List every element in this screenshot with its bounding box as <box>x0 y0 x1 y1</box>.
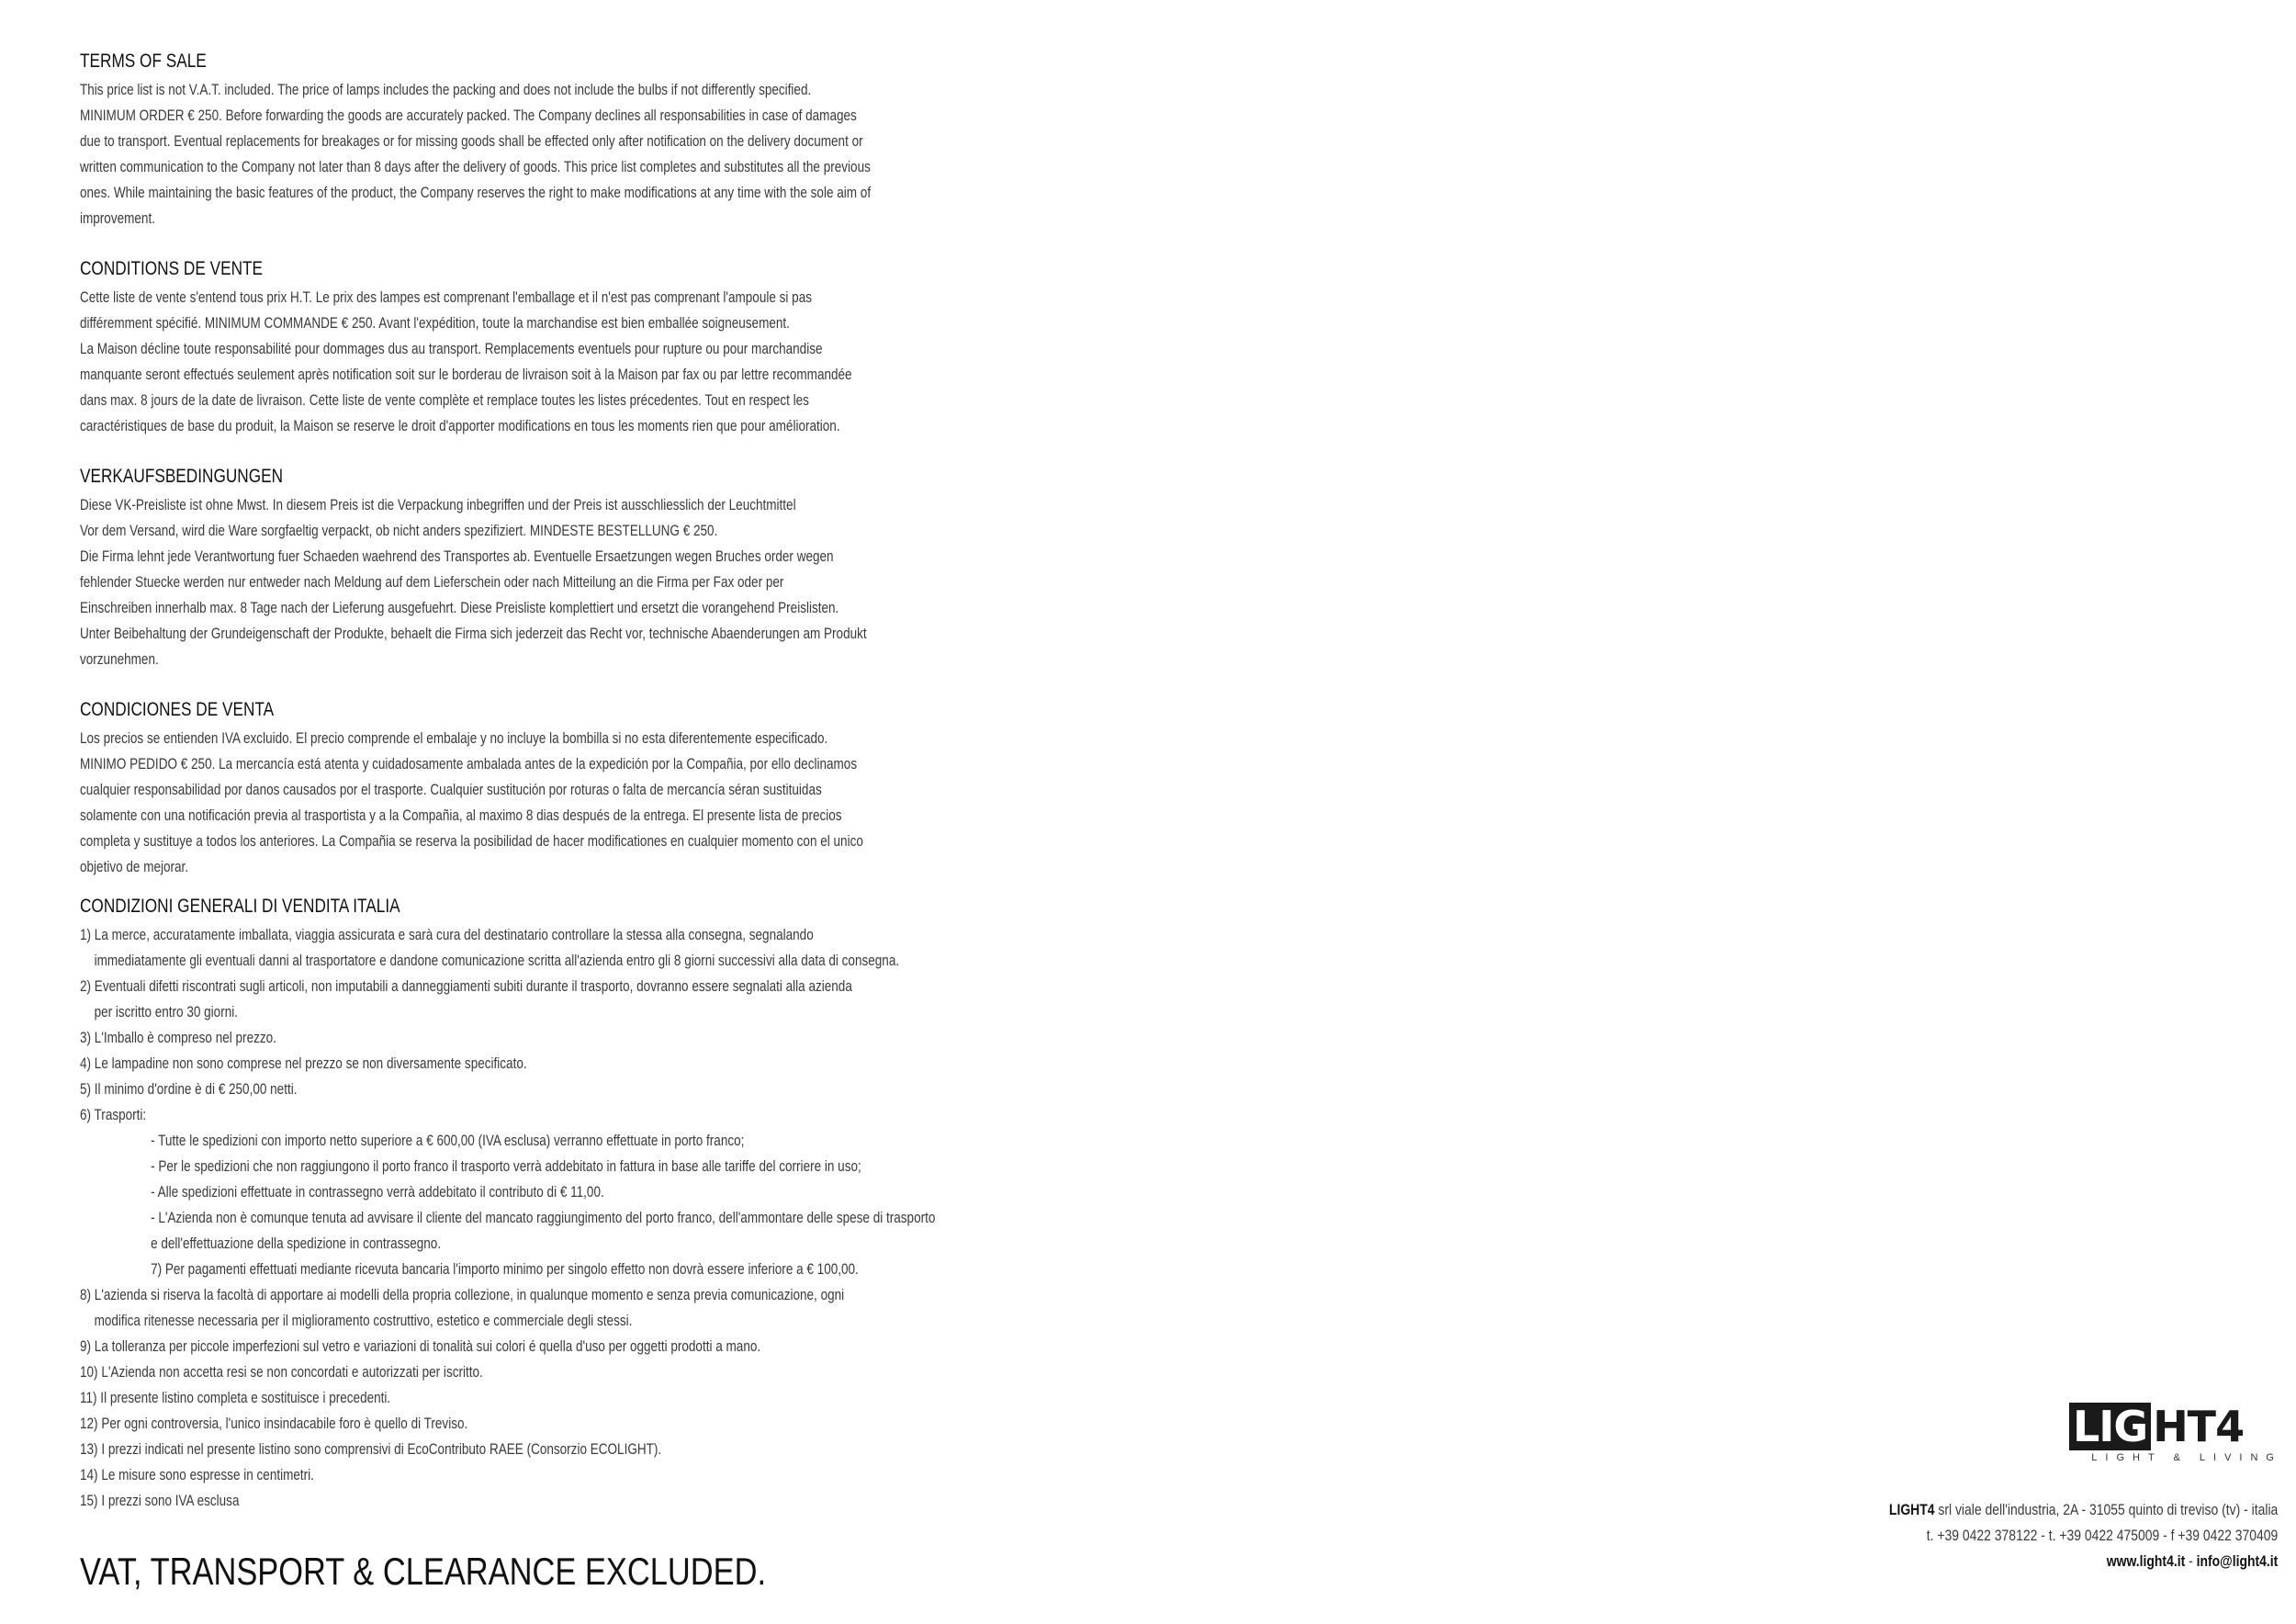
section-title: CONDICIONES DE VENTA <box>80 699 275 720</box>
condition-line: 8) L'azienda si riserva la facoltà di apportare ai modelli della propria collezione, in qualunque momento e senza previa comunicazione, ogni <box>80 1287 845 1303</box>
section-condiciones-de-venta <box>80 696 1127 880</box>
paragraph-line: Einschreiben innerhalb max. 8 Tage nach der Lieferung ausgefuehrt. Diese Preisliste komplettiert und ersetzt die vorangehend Preislisten. <box>80 600 839 616</box>
condition-line: 5) Il minimo d'ordine è di € 250,00 netti. <box>80 1081 298 1098</box>
section-body <box>80 285 1127 439</box>
paragraph-line: Vor dem Versand, wird die Ware sorgfaeltig verpackt, ob nicht anders spezifiziert. MINDESTE BESTELLUNG € 250. <box>80 523 718 539</box>
contact-phones: t. +39 0422 378122 - t. +39 0422 475009 - f +39 0422 370409 <box>1926 1527 2278 1544</box>
logo-rest-text: HT4 <box>2153 1402 2245 1451</box>
logo-tagline: LIGHT & LIVING <box>2091 1452 2282 1463</box>
paragraph-line: MINIMO PEDIDO € 250. La mercancía está atenta y cuidadosamente ambalada antes de la expedición por la Compañia, por ello declinamos <box>80 756 858 773</box>
contact-separator: - <box>2184 1552 2197 1570</box>
paragraph-line: Diese VK-Preisliste ist ohne Mwst. In diesem Preis ist die Verpackung inbegriffen und der Preis ist ausschliesslich der Leuchtmittel <box>80 497 796 513</box>
email-link[interactable]: info@light4.it <box>2196 1552 2278 1570</box>
section-title: CONDITIONS DE VENTE <box>80 258 264 279</box>
condition-line: 4) Le lampadine non sono comprese nel prezzo se non diversamente specificato. <box>80 1055 527 1072</box>
paragraph-line: completa y sustituye a todos los anteriores. La Compañia se reserva la posibilidad de hacer modificationes en cualquier momento con el unico <box>80 833 863 850</box>
condition-line: 12) Per ogni controversia, l'unico insindacabile foro è quello di Treviso. <box>80 1415 468 1432</box>
condition-line: 10) L'Azienda non accetta resi se non concordati e autorizzati per iscritto. <box>80 1364 483 1381</box>
condition-line: 15) I prezzi sono IVA esclusa <box>80 1493 240 1509</box>
condition-line: 1) La merce, accuratamente imballata, viaggia assicurata e sarà cura del destinatario controllare la stessa alla consegna, segnalando <box>80 927 814 943</box>
condition-line: - Per le spedizioni che non raggiungono il porto franco il trasporto verrà addebitato in fattura in base alle tariffe del corriere in uso; <box>151 1158 861 1175</box>
footer-title: VAT, TRANSPORT & CLEARANCE EXCLUDED. <box>80 1550 767 1593</box>
condition-line: - Tutte le spedizioni con importo netto superiore a € 600,00 (IVA esclusa) verranno effettuate in porto franco; <box>151 1133 745 1149</box>
condition-line: 7) Per pagamenti effettuati mediante ricevuta bancaria l'importo minimo per singolo effetto non dovrà essere inferiore a € 100,00. <box>151 1261 859 1278</box>
paragraph-line: manquante seront effectués seulement après notification soit sur le borderau de livraison soit à la Maison par fax ou par lettre recommandée <box>80 367 852 383</box>
condition-line: immediatamente gli eventuali danni al trasportatore e dandone comunicazione scritta all'azienda entro gli 8 giorni successivi alla data di consegna. <box>94 953 900 969</box>
paragraph-line: due to transport. Eventual replacements for breakages or for missing goods shall be effected only after notification on the delivery document or <box>80 133 863 150</box>
paragraph-line: ones. While maintaining the basic features of the product, the Company reserves the right to make modifications at any time with the sole aim of <box>80 185 872 201</box>
section-body <box>80 726 1127 880</box>
paragraph-line: solamente con una notificación previa al trasportista y a la Compañia, al maximo 8 dias después de la entrega. El presente lista de precios <box>80 807 842 824</box>
section-title: VERKAUFSBEDINGUNGEN <box>80 466 284 487</box>
condition-line: per iscritto entro 30 giorni. <box>94 1004 239 1021</box>
section-body <box>80 492 1127 672</box>
section-verkaufsbedingungen <box>80 463 1127 672</box>
condition-line: - Alle spedizioni effettuate in contrassegno verrà addebitato il contributo di € 11,00. <box>151 1184 604 1201</box>
condition-line: - L'Azienda non è comunque tenuta ad avvisare il cliente del mancato raggiungimento del porto franco, dell'ammontare delle spese di trasporto <box>151 1210 936 1226</box>
condition-line: 9) La tolleranza per piccole imperfezioni sul vetro e variazioni di tonalità sui colori é quella d'uso per oggetti prodotti a mano. <box>80 1338 761 1355</box>
paragraph-line: This price list is not V.A.T. included. The price of lamps includes the packing and does not include the bulbs if not differently specified. <box>80 82 812 98</box>
condition-line: e dell'effettuazione della spedizione in contrassegno. <box>151 1235 442 1252</box>
paragraph-line: Unter Beibehaltung der Grundeigenschaft der Produkte, behaelt die Firma sich jederzeit das Recht vor, technische Abaenderungen am Produkt <box>80 626 867 642</box>
paragraph-line: improvement. <box>80 210 155 227</box>
terms-column <box>80 48 1127 1538</box>
section-body <box>80 77 1127 231</box>
section-condizioni-italia <box>80 893 1127 1514</box>
contact-web-line <box>1889 1549 2278 1574</box>
condition-line: 11) Il presente listino completa e sostituisce i precedenti. <box>80 1390 391 1406</box>
section-terms-of-sale <box>80 48 1127 231</box>
logo-mark <box>2069 1403 2282 1450</box>
paragraph-line: Los precios se entienden IVA excluido. El precio comprende el embalaje y no incluye la bombilla si no esta diferentemente especificado. <box>80 730 828 747</box>
paragraph-line: dans max. 8 jours de la date de livraison. Cette liste de vente complète et remplace toutes les listes précedentes. Tout en respect les <box>80 392 809 409</box>
section-title: TERMS OF SALE <box>80 51 207 72</box>
paragraph-line: Cette liste de vente s'entend tous prix H.T. Le prix des lampes est comprenant l'emballage et il n'est pas comprenant l'ampoule si pas <box>80 289 813 306</box>
section-title: CONDIZIONI GENERALI DI VENDITA ITALIA <box>80 896 400 917</box>
paragraph-line: cualquier responsabilidad por danos causados por el trasporte. Cualquier sustitución por roturas o falta de mercancía séran sustituidas <box>80 782 822 798</box>
condition-line: 2) Eventuali difetti riscontrati sugli articoli, non imputabili a danneggiamenti subiti durante il trasporto, dovranno essere segnalati alla azienda <box>80 978 852 995</box>
paragraph-line: fehlender Stuecke werden nur entweder nach Meldung auf dem Lieferschein oder nach Mitteilung an die Firma per Fax oder per <box>80 574 784 591</box>
condition-line: 6) Trasporti: <box>80 1107 147 1123</box>
paragraph-line: différemment spécifié. MINIMUM COMMANDE € 250. Avant l'expédition, toute la marchandise est bien emballée soigneusement. <box>80 315 790 332</box>
section-body <box>80 922 1127 1514</box>
paragraph-line: La Maison décline toute responsabilité pour dommages dus au transport. Remplacements eventuels pour rupture ou pour marchandise <box>80 341 823 357</box>
light4-logo <box>2069 1403 2282 1462</box>
logo-box-text: LIG <box>2069 1403 2151 1450</box>
condition-line: modifica ritenesse necessaria per il miglioramento costruttivo, estetico e commerciale degli stessi. <box>94 1313 633 1329</box>
company-name: LIGHT4 <box>1888 1501 1935 1518</box>
paragraph-line: MINIMUM ORDER € 250. Before forwarding the goods are accurately packed. The Company declines all responsabilities in case of damages <box>80 107 857 124</box>
contact-block <box>1804 1497 2278 1574</box>
condition-line: 3) L'Imballo è compreso nel prezzo. <box>80 1030 276 1046</box>
paragraph-line: Die Firma lehnt jede Verantwortung fuer Schaeden waehrend des Transportes ab. Eventuelle Ersaetzungen wegen Bruches order wegen <box>80 548 834 565</box>
condition-line: 14) Le misure sono espresse in centimetri. <box>80 1467 314 1483</box>
paragraph-line: vorzunehmen. <box>80 651 159 668</box>
company-address: srl viale dell'industria, 2A - 31055 quinto di treviso (tv) - italia <box>1934 1501 2278 1518</box>
paragraph-line: caractéristiques de base du produit, la Maison se reserve le droit d'apporter modifications en tous les moments rien que pour amélioration. <box>80 418 840 434</box>
section-conditions-de-vente <box>80 255 1127 439</box>
paragraph-line: written communication to the Company not later than 8 days after the delivery of goods. This price list completes and substitutes all the previous <box>80 159 871 175</box>
contact-address-line <box>1889 1497 2278 1523</box>
website-link[interactable]: www.light4.it <box>2106 1552 2185 1570</box>
condition-line: 13) I prezzi indicati nel presente listino sono comprensivi di EcoContributo RAEE (Consorzio ECOLIGHT). <box>80 1441 662 1458</box>
paragraph-line: objetivo de mejorar. <box>80 859 189 875</box>
